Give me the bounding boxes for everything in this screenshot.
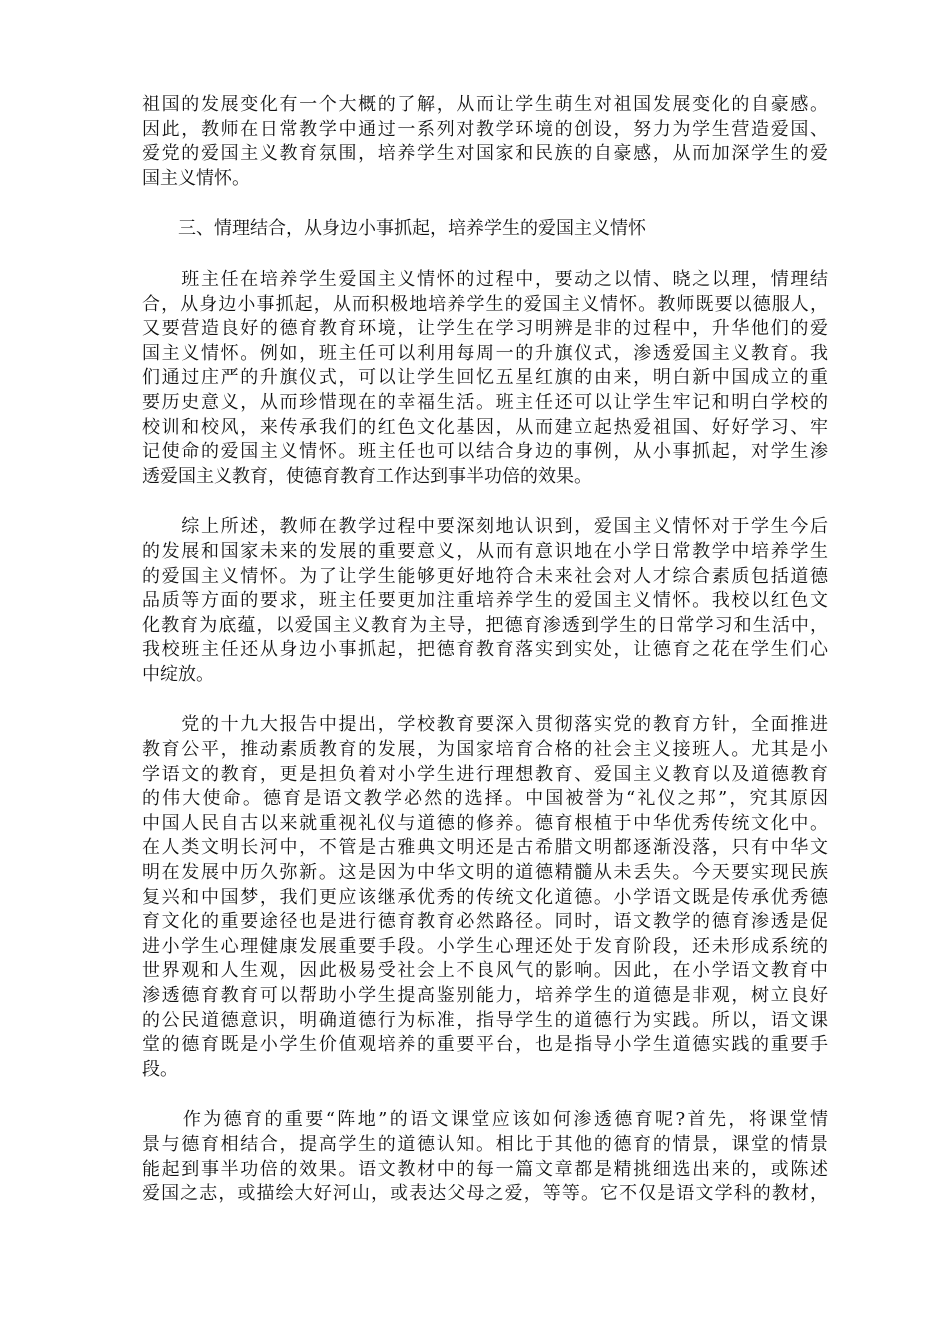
text-line: 爱党的爱国主义教育氛围，培养学生对国家和民族的自豪感，从而加深学生的爱 <box>142 143 828 165</box>
text-line: 们通过庄严的升旗仪式，可以让学生回忆五星红旗的由来，明白新中国成立的重 <box>142 367 828 389</box>
text-line: 的爱国主义情怀。为了让学生能够更好地符合未来社会对人才综合素质包括道德 <box>142 565 828 587</box>
text-line: 中绽放。 <box>142 663 214 685</box>
text-line: 要历史意义，从而珍惜现在的幸福生活。班主任还可以让学生牢记和明白学校的 <box>142 391 828 413</box>
text-line: 祖国的发展变化有一个大概的了解，从而让学生萌生对祖国发展变化的自豪感。 <box>142 94 828 115</box>
paragraph-gap <box>142 687 828 713</box>
text-line: 国主义情怀。例如，班主任可以利用每周一的升旗仪式，渗透爱国主义教育。我 <box>142 342 828 364</box>
text-line: 明在发展中历久弥新。这是因为中华文明的道德精髓从未丢失。今天要实现民族 <box>142 862 828 884</box>
text-line: 段。 <box>142 1058 178 1080</box>
paragraph-5 <box>142 1108 828 1206</box>
text-line: 合，从身边小事抓起，从而积极地培养学生的爱国主义情怀。教师既要以德服人， <box>142 293 828 315</box>
text-line: 堂的德育既是小学生价值观培养的重要平台，也是指导小学生道德实践的重要手 <box>142 1034 828 1056</box>
text-line: 化教育为底蕴，以爱国主义教育为主导，把德育渗透到学生的日常学习和生活中， <box>142 614 828 636</box>
paragraph-gap <box>142 1082 828 1108</box>
text-line: 党的十九大报告中提出，学校教育要深入贯彻落实党的教育方针，全面推进 <box>142 714 828 736</box>
text-line: 品质等方面的要求，班主任要更加注重培养学生的爱国主义情怀。我校以红色文 <box>142 590 828 612</box>
text-line: 景与德育相结合，提高学生的道德认知。相比于其他的德育的情景，课堂的情景 <box>142 1133 828 1155</box>
text-line: 记使命的爱国主义情怀。班主任也可以结合身边的事例，从小事抓起，对学生渗 <box>142 441 828 463</box>
text-line: 的伟大使命。德育是语文教学必然的选择。中国被誉为“礼仪之邦”，究其原因 <box>142 788 828 810</box>
text-line: 班主任在培养学生爱国主义情怀的过程中，要动之以情、晓之以理，情理结 <box>142 268 828 290</box>
text-line: 进小学生心理健康发展重要手段。小学生心理还处于发育阶段，还未形成系统的 <box>142 935 828 957</box>
heading-text: 三、情理结合，从身边小事抓起，培养学生的爱国主义情怀 <box>178 218 646 240</box>
section-heading <box>142 217 828 242</box>
text-line: 在人类文明长河中，不管是古雅典文明还是古希腊文明都逐渐没落，只有中华文 <box>142 837 828 859</box>
text-line: 中国人民自古以来就重视礼仪与道德的修养。德育根植于中华优秀传统文化中。 <box>142 812 828 834</box>
paragraph-3 <box>142 515 828 687</box>
text-line: 的发展和国家未来的发展的重要意义，从而有意识地在小学日常教学中培养学生 <box>142 540 828 562</box>
text-line: 复兴和中国梦，我们更应该继承优秀的传统文化道德。小学语文既是传承优秀德 <box>142 886 828 908</box>
text-line: 国主义情怀。 <box>142 167 250 189</box>
text-line: 因此，教师在日常教学中通过一系列对教学环境的创设，努力为学生营造爱国、 <box>142 118 828 140</box>
text-line: 爱国之志，或描绘大好河山，或表达父母之爱，等等。它不仅是语文学科的教材， <box>142 1183 828 1205</box>
text-line: 渗透德育教育可以帮助小学生提高鉴别能力，培养学生的道德是非观，树立良好 <box>142 985 828 1006</box>
text-line: 的公民道德意识，明确道德行为标准，指导学生的道德行为实践。所以，语文课 <box>142 1009 828 1031</box>
paragraph-gap <box>142 489 828 515</box>
text-line: 育文化的重要途径也是进行德育教育必然路径。同时，语文教学的德育渗透是促 <box>142 911 828 933</box>
paragraph-4 <box>142 713 828 1082</box>
text-line: 我校班主任还从身边小事抓起，把德育教育落实到实处，让德育之花在学生们心 <box>142 639 828 661</box>
text-line: 透爱国主义教育，使德育教育工作达到事半功倍的效果。 <box>142 465 592 487</box>
text-line: 教育公平，推动素质教育的发展，为国家培育合格的社会主义接班人。尤其是小 <box>142 739 828 761</box>
paragraph-gap <box>142 242 828 268</box>
paragraph-gap <box>142 191 828 217</box>
text-line: 学语文的教育，更是担负着对小学生进行理想教育、爱国主义教育以及道德教育 <box>142 763 828 785</box>
text-line: 作为德育的重要“阵地”的语文课堂应该如何渗透德育呢?首先，将课堂情 <box>142 1109 828 1131</box>
text-line: 世界观和人生观，因此极易受社会上不良风气的影响。因此，在小学语文教育中 <box>142 960 828 982</box>
text-line: 又要营造良好的德育教育环境，让学生在学习明辨是非的过程中，升华他们的爱 <box>142 318 828 340</box>
text-line: 能起到事半功倍的效果。语文教材中的每一篇文章都是精挑细选出来的，或陈述 <box>142 1158 828 1180</box>
paragraph-2 <box>142 268 828 489</box>
text-line: 综上所述，教师在教学过程中要深刻地认识到，爱国主义情怀对于学生今后 <box>142 516 828 538</box>
text-line: 校训和校风，来传承我们的红色文化基因，从而建立起热爱祖国、好好学习、牢 <box>142 416 828 438</box>
paragraph-1 <box>142 93 828 191</box>
document-body <box>142 93 828 1207</box>
